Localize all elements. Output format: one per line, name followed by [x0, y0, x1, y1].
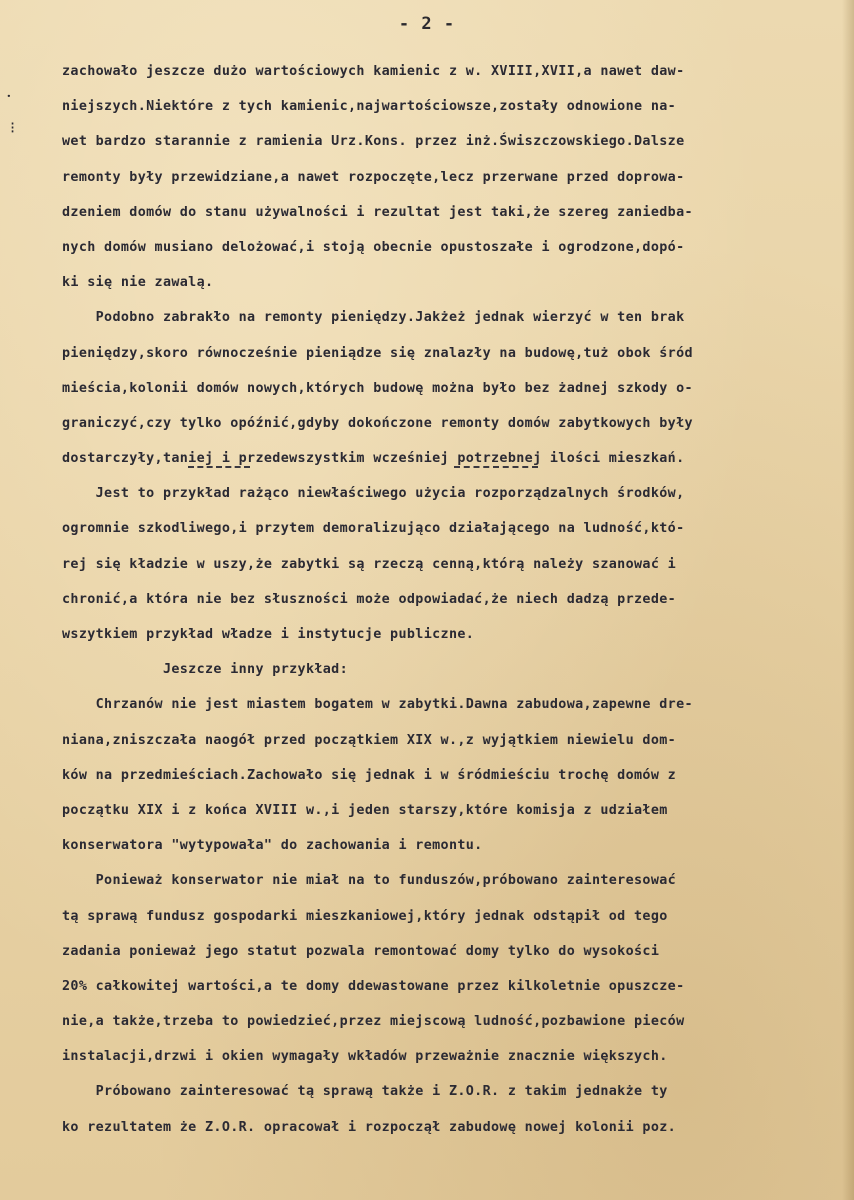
text-line: mieścia,kolonii domów nowych,których budowę można było bez żadnej szkody o- — [62, 380, 693, 396]
text-line: Jest to przykład rażąco niewłaściwego użycia rozporządzalnych środków, — [62, 486, 685, 502]
text-line: konserwatora "wytypowała" do zachowania i remontu. — [62, 838, 483, 854]
text-line: dzeniem domów do stanu używalności i rezultat jest taki,że szereg zaniedba- — [62, 204, 693, 220]
text-line: Podobno zabrakło na remonty pieniędzy.Jakżeż jednak wierzyć w ten brak — [62, 310, 685, 326]
text-line: Próbowano zainteresować tą sprawą także i Z.O.R. z takim jednakże ty — [62, 1084, 668, 1100]
page-edge-shadow — [842, 0, 854, 1200]
text-line: Ponieważ konserwator nie miał na to funduszów,próbowano zainteresować — [62, 873, 677, 889]
typewritten-body — [62, 54, 832, 1145]
text-line: ko rezultatem że Z.O.R. opracował i rozpoczął zabudowę nowej kolonii poz. — [62, 1119, 677, 1135]
text-line: wszytkiem przykład władze i instytucje publiczne. — [62, 627, 475, 642]
text-line: 20% całkowitej wartości,a te domy ddewastowane przez kilkoletnie opuszcze- — [62, 978, 685, 994]
text-line: chronić,a która nie bez słuszności może odpowiadać,że niech dadzą przede- — [62, 591, 677, 607]
text-line: początku XIX i z końca XVIII w.,i jeden starszy,które komisja z udziałem — [62, 802, 668, 818]
margin-mark: ⁝ — [10, 118, 16, 137]
text-line: Jeszcze inny przykład: — [62, 662, 349, 678]
text-line: instalacji,drzwi i okien wymagały wkładów przeważnie znacznie większych. — [62, 1049, 668, 1065]
text-line: zachowało jeszcze dużo wartościowych kamienic z w. XVIII,XVII,a nawet daw- — [62, 64, 685, 79]
text-line: rej się kładzie w uszy,że zabytki są rzeczą cenną,którą należy szanować i — [62, 556, 677, 572]
text-line: ogromnie szkodliwego,i przytem demoralizująco działającego na ludność,któ- — [62, 521, 685, 537]
text-line: wet bardzo starannie z ramienia Urz.Kons. przez inż.Świszczowskiego.Dalsze — [62, 134, 685, 150]
text-line: niejszych.Niektóre z tych kamienic,najwartościowsze,zostały odnowione na- — [62, 99, 677, 115]
text-line: tą sprawą fundusz gospodarki mieszkaniowej,który jednak odstąpił od tego — [62, 908, 668, 924]
text-line: ków na przedmieściach.Zachowało się jednak i w śródmieściu trochę domów z — [62, 767, 677, 783]
dashed-underline — [188, 466, 250, 468]
text-line: zadania ponieważ jego statut pozwala remontować domy tylko do wysokości — [62, 943, 660, 959]
text-line: nych domów musiano delożować,i stoją obecnie opustoszałe i ogrodzone,dopó- — [62, 239, 685, 255]
text-line: remonty były przewidziane,a nawet rozpoczęte,lecz przerwane przed doprowa- — [62, 169, 685, 185]
text-line: ki się nie zawalą. — [62, 275, 214, 291]
dashed-underline — [454, 466, 538, 468]
text-line: dostarczyły,taniej i przedewszystkim wcześniej potrzebnej ilości mieszkań. — [62, 451, 685, 467]
margin-mark: · — [6, 86, 12, 107]
text-line: nie,a także,trzeba to powiedzieć,przez miejscową ludność,pozbawione pieców — [62, 1014, 685, 1030]
text-line: pieniędzy,skoro równocześnie pieniądze się znalazły na budowę,tuż obok śród — [62, 345, 693, 361]
page-number: - 2 - — [398, 14, 456, 34]
text-line: graniczyć,czy tylko opóźnić,gdyby dokończone remonty domów zabytkowych były — [62, 415, 693, 431]
text-line: niana,zniszczała naogół przed początkiem XIX w.,z wyjątkiem niewielu dom- — [62, 732, 677, 748]
text-line: Chrzanów nie jest miastem bogatem w zabytki.Dawna zabudowa,zapewne dre- — [62, 697, 693, 713]
